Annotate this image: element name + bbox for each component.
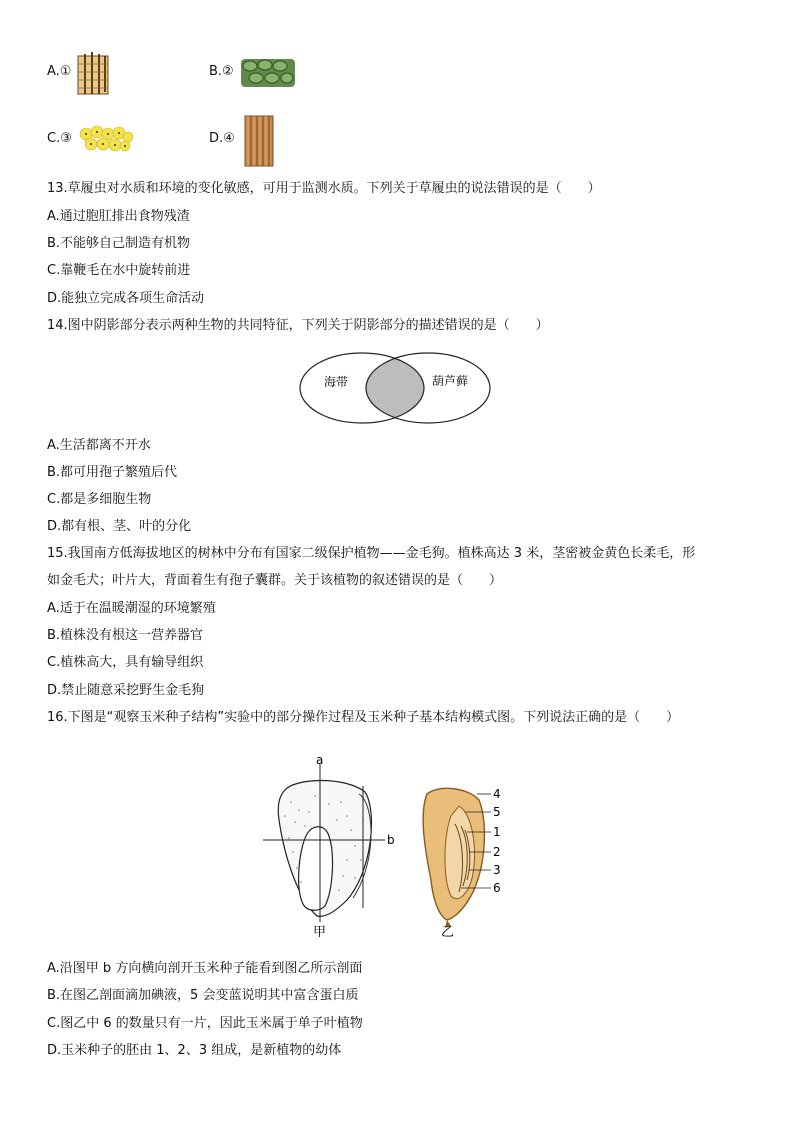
leaf-tissue-cells-icon: [240, 56, 296, 90]
q14-option-a[interactable]: A.生活都离不开水: [47, 438, 151, 453]
q12-option-a-label[interactable]: A.①: [47, 64, 72, 79]
q12-option-d-label[interactable]: D.④: [209, 131, 235, 146]
fiber-tissue-icon: [243, 114, 275, 168]
corn-seed-figure: [255, 750, 525, 942]
axis-a-label: a: [316, 753, 324, 767]
venn-right-label: 葫芦藓: [432, 374, 469, 388]
q12-option-b-label[interactable]: B.②: [209, 64, 234, 79]
caption-yi: 乙: [441, 925, 455, 940]
q15-option-b[interactable]: B.植株没有根这一营养器官: [47, 628, 204, 643]
q14-option-b[interactable]: B.都可用孢子繁殖后代: [47, 465, 178, 480]
xylem-vessel-cells-icon: [76, 50, 110, 96]
q15-stem-line1: 15.我国南方低海拔地区的树林中分布有国家二级保护植物——金毛狗。植株高达 3 米，茎密被金黄色长柔毛，形: [47, 546, 696, 561]
q13-stem: 13.草履虫对水质和环境的变化敏感，可用于监测水质。下列关于草履虫的说法错误的是（ ）: [47, 181, 601, 196]
label-5: 5: [493, 805, 501, 819]
q16-option-a[interactable]: A.沿图甲 b 方向横向剖开玉米种子能看到图乙所示剖面: [47, 961, 363, 976]
q15-stem-line2: 如金毛犬；叶片大，背面着生有孢子囊群。关于该植物的叙述错误的是（ ）: [47, 573, 503, 588]
q13-option-c[interactable]: C.靠鞭毛在水中旋转前进: [47, 263, 191, 278]
q14-stem: 14.图中阴影部分表示两种生物的共同特征，下列关于阴影部分的描述错误的是（ ）: [47, 318, 549, 333]
q13-option-d[interactable]: D.能独立完成各项生命活动: [47, 291, 205, 306]
venn-left-label: 海带: [324, 375, 349, 389]
yellow-cells-icon: [78, 124, 134, 154]
corn-seed-whole-drawing: [263, 753, 395, 940]
label-6: 6: [493, 881, 501, 895]
axis-b-label: b: [387, 833, 395, 847]
q14-option-d[interactable]: D.都有根、茎、叶的分化: [47, 519, 192, 534]
q15-option-c[interactable]: C.植株高大，具有输导组织: [47, 655, 204, 670]
q12-option-c-label[interactable]: C.③: [47, 131, 72, 146]
q14-option-c[interactable]: C.都是多细胞生物: [47, 492, 152, 507]
label-1: 1: [493, 825, 501, 839]
label-3: 3: [493, 863, 501, 877]
q16-option-d[interactable]: D.玉米种子的胚由 1、2、3 组成，是新植物的幼体: [47, 1043, 342, 1058]
venn-diagram: [298, 350, 492, 426]
q13-option-a[interactable]: A.通过胞肛排出食物残渣: [47, 209, 190, 224]
caption-jia: 甲: [313, 925, 327, 940]
label-4: 4: [493, 787, 501, 801]
q16-option-b[interactable]: B.在图乙剖面滴加碘液，5 会变蓝说明其中富含蛋白质: [47, 988, 359, 1003]
q15-option-d[interactable]: D.禁止随意采挖野生金毛狗: [47, 683, 205, 698]
q13-option-b[interactable]: B.不能够自己制造有机物: [47, 236, 191, 251]
q15-option-a[interactable]: A.适于在温暖潮湿的环境繁殖: [47, 601, 216, 616]
corn-seed-section-drawing: [423, 787, 500, 940]
q16-option-c[interactable]: C.图乙中 6 的数量只有一片，因此玉米属于单子叶植物: [47, 1016, 363, 1031]
q16-stem: 16.下图是“观察玉米种子结构”实验中的部分操作过程及玉米种子基本结构模式图。下列说法正确的是（ ）: [47, 710, 680, 725]
label-2: 2: [493, 845, 501, 859]
